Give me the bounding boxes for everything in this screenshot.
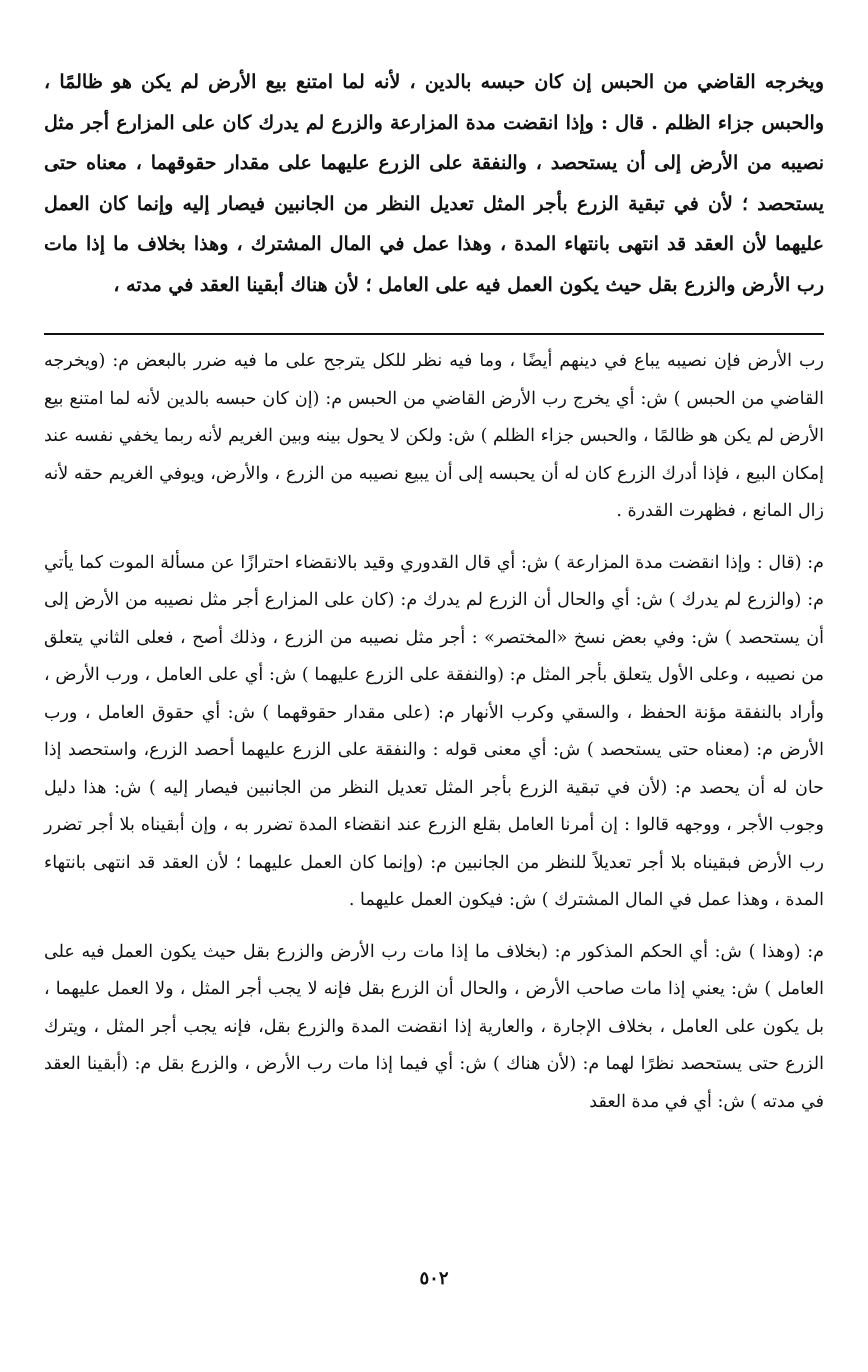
commentary-paragraph-1: رب الأرض فإن نصيبه يباع في دينهم أيضًا ، وما فيه نظر للكل يترجح على ما فيه ضرر بالبعض م: (ويخرجه القاضي من الحبس ) ش: أي يخرج رب الأرض القاضي من الحبس م: (إن كان حبسه بالدين لأنه لما امتنع بيع الأرض لم يكن هو ظالمًا ، والحبس جزاء الظلم ) ش: ولكن لا يحول بينه وبين الغريم لأنه ربما يخفي نفسه عند إمكان البيع ، فإذا أدرك الزرع كان له أن يحبسه إلى أن يبيع نصيبه من الزرع ، والأرض، ويوفي الغريم حقه لأنه زال المانع ، فظهرت القدرة .	[44, 351, 824, 521]
commentary-block	[44, 343, 824, 1121]
commentary-paragraph-2: م: (قال : وإذا انقضت مدة المزارعة ) ش: أي قال القدوري وقيد بالانقضاء احترازًا عن مسألة الموت كما يأتي م: (والزرع لم يدرك ) ش: أي والحال أن الزرع لم يدرك م: (كان على المزارع أجر مثل نصيبه من الأرض إلى أن يستحصد ) ش: وفي بعض نسخ «المختصر» : أجر مثل نصيبه من الزرع ، وذلك أصح ، فعلى الثاني يتعلق من نصيبه ، وعلى الأول يتعلق بأجر المثل م: (والنفقة على الزرع عليهما ) ش: أي على العامل ، ورب الأرض ، وأراد بالنفقة مؤنة الحفظ ، والسقي وكرب الأنهار م: (على مقدار حقوقهما ) ش: أي حقوق العامل ، ورب الأرض م: (معناه حتى يستحصد ) ش: أي معنى قوله : والنفقة على الزرع عليهما أحصد الزرع، واستحصد إذا حان له أن يحصد م: (لأن في تبقية الزرع بأجر المثل تعديل النظر من الجانبين فيصار إليه ) ش: هذا دليل وجوب الأجر ، ووجهه قالوا : إن أمرنا العامل بقلع الزرع عند انقضاء المدة تضرر به ، وإن أبقيناه بلا أجر تضرر رب الأرض فبقيناه بلا أجر تعديلاً للنظر من الجانبين م: (وإنما كان العمل عليهما ؛ لأن العقد قد انتهى بانتهاء المدة ، وهذا عمل في المال المشترك ) ش: فيكون العمل عليهما .	[44, 552, 824, 910]
page-number: ٥٠٢	[419, 1268, 449, 1289]
commentary-paragraph-3: م: (وهذا ) ش: أي الحكم المذكور م: (بخلاف ما إذا مات رب الأرض والزرع بقل حيث يكون العمل فيه على العامل ) ش: يعني إذا مات صاحب الأرض ، والحال أن الزرع بقل فإنه لا يجب أجر المثل ، ولا العمل عليهما ، بل يكون على العامل ، بخلاف الإجارة ، والعارية إذا انقضت المدة والزرع بقل، فإنه يجب أجر المثل ، ويترك الزرع حتى يستحصد نظرًا لهما م: (لأن هناك ) ش: أي فيما إذا مات رب الأرض ، والزرع بقل م: (أبقينا العقد في مدته ) ش: أي في مدة العقد	[44, 941, 824, 1112]
main-text-block	[44, 62, 824, 305]
document-page	[44, 62, 824, 1362]
main-text-paragraph: ويخرجه القاضي من الحبس إن كان حبسه بالدين ، لأنه لما امتنع بيع الأرض لم يكن هو ظالمًا ، والحبس جزاء الظلم . قال : وإذا انقضت مدة المزارعة والزرع لم يدرك كان على المزارع أجر مثل نصيبه من الأرض إلى أن يستحصد ، والنفقة على الزرع عليهما على مقدار حقوقهما ، معناه حتى يستحصد ؛ لأن في تبقية الزرع بأجر المثل تعديل النظر من الجانبين فيصار إليه وإنما كان العمل عليهما لأن العقد قد انتهى بانتهاء المدة ، وهذا عمل في المال المشترك ، وهذا بخلاف ما إذا مات رب الأرض والزرع بقل حيث يكون العمل فيه على العامل ؛ لأن هناك أبقينا العقد في مدته ،	[44, 71, 824, 296]
separator-rule	[44, 333, 824, 335]
